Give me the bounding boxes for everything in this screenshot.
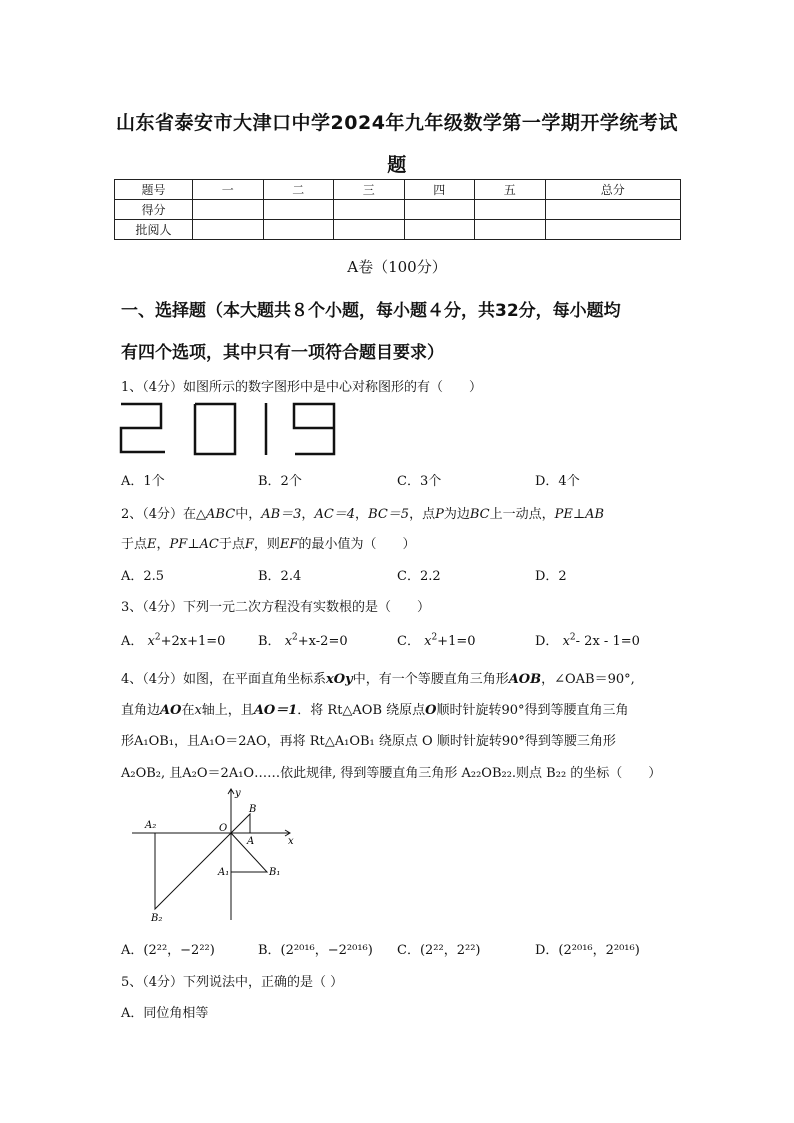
label-y: y: [235, 788, 241, 799]
q3-option-label: D．: [535, 634, 559, 649]
q2-text: 为边: [443, 507, 470, 522]
q4-text: ．将 Rt△AOB 绕原点: [297, 703, 426, 718]
q2-ac: AC＝4: [314, 507, 356, 522]
q4-x: x: [194, 703, 202, 718]
q2-ab: AB＝3: [261, 507, 302, 522]
q2-bc: BC＝5: [368, 507, 410, 522]
score-header-cell: 五: [475, 180, 546, 200]
q4-ao: AO: [160, 703, 182, 718]
q3-exp: 2: [431, 632, 438, 643]
q1-option-c[interactable]: C．3个: [397, 474, 442, 489]
q4-text: 顺时针旋转90°得到等腰直角三角: [436, 703, 629, 718]
digit-0: [195, 404, 235, 454]
q3-option-b[interactable]: [258, 630, 348, 649]
q3-var: x: [284, 634, 293, 649]
label-a: A: [247, 836, 255, 847]
reviewer-cell[interactable]: [263, 220, 334, 240]
q4-text: 在: [181, 703, 195, 718]
question-1-stem: 1、（4分）如图所示的数字图形中是中心对称图形的有（ ）: [121, 380, 483, 395]
label-o: O: [219, 823, 228, 834]
q4-option-d[interactable]: D．(2²⁰¹⁶，2²⁰¹⁶): [535, 943, 640, 958]
score-header-cell: 题号: [115, 180, 193, 200]
section-heading-line1: 一、选择题（本大题共８个小题，每小题４分，共32分，每小题均: [121, 301, 621, 321]
reviewer-cell[interactable]: [545, 220, 681, 240]
q2-segment-bc: BC: [469, 507, 490, 522]
score-cell[interactable]: [334, 200, 405, 220]
label-a1: A₁: [218, 867, 230, 878]
q3-exp: 2: [292, 632, 298, 643]
q4-ao-eq: AO＝1: [253, 703, 298, 718]
q2-text: 2、（4分）在: [121, 507, 197, 522]
q2-point-f: F: [244, 537, 254, 552]
q3-equation: +2x+1=0: [160, 634, 226, 649]
q3-exp: 2: [569, 632, 576, 643]
score-header-cell: 总分: [545, 180, 681, 200]
question-2-line2: [121, 533, 415, 552]
q3-var: x: [424, 634, 432, 649]
question-5-stem: 5、（4分）下列说法中，正确的是（ ）: [121, 975, 344, 990]
q2-option-d[interactable]: D．2: [535, 569, 567, 584]
q2-sep: ，: [355, 507, 369, 522]
q2-text: 中，: [235, 507, 262, 522]
q2-text: 上一动点，: [489, 507, 555, 522]
q2-text: 于点: [121, 537, 148, 552]
question-4-line1: [121, 668, 635, 687]
q4-aob: AOB: [508, 672, 542, 687]
reviewer-row: [115, 220, 681, 240]
q3-equation: +x-2=0: [297, 634, 348, 649]
q2-text: ，则: [253, 537, 280, 552]
q3-option-a[interactable]: [121, 630, 225, 649]
q3-option-d[interactable]: [535, 630, 640, 649]
score-row: [115, 200, 681, 220]
q4-o: O: [425, 703, 437, 718]
q3-option-c[interactable]: [397, 630, 476, 649]
question-2-line1: [121, 503, 604, 522]
digit-2: [121, 404, 165, 452]
q2-pe: PE⊥AB: [554, 507, 605, 522]
digits-2019-figure: [118, 400, 343, 460]
q4-xoy: xOy: [326, 672, 353, 687]
q2-text: ，点: [409, 507, 436, 522]
score-header-cell: 三: [334, 180, 405, 200]
q3-equation: +1=0: [437, 634, 476, 649]
score-cell[interactable]: [193, 200, 264, 220]
score-header-cell: 二: [263, 180, 334, 200]
q4-option-a[interactable]: A．(2²²，−2²²): [121, 943, 215, 958]
label-b1: B₁: [269, 867, 281, 878]
q1-option-a[interactable]: A．1个: [121, 474, 165, 489]
q2-ef: EF: [279, 537, 299, 552]
score-header-cell: 四: [404, 180, 475, 200]
q3-option-label: C．: [397, 634, 420, 649]
q4-option-b[interactable]: B．(2²⁰¹⁶，−2²⁰¹⁶): [258, 943, 373, 958]
q2-point-e: E: [147, 537, 157, 552]
triangle-aob: [231, 814, 250, 833]
q1-option-b[interactable]: B．2个: [258, 474, 302, 489]
reviewer-cell[interactable]: [193, 220, 264, 240]
score-cell[interactable]: [404, 200, 475, 220]
q4-text: ，∠OAB＝90°,: [541, 672, 635, 687]
q2-sep: ，: [156, 537, 170, 552]
reviewer-cell[interactable]: [404, 220, 475, 240]
q4-text: 直角边: [121, 703, 161, 718]
q2-text: 于点: [218, 537, 245, 552]
q3-var: x: [562, 634, 570, 649]
score-cell[interactable]: [263, 200, 334, 220]
q2-point-p: P: [435, 507, 444, 522]
question-4-line2: [121, 699, 629, 718]
volume-heading: A卷（100分）: [347, 258, 447, 276]
q2-triangle: △ABC: [196, 507, 236, 522]
score-table-header-row: [115, 180, 681, 200]
q3-option-label: A．: [121, 634, 144, 649]
score-cell[interactable]: [475, 200, 546, 220]
exam-title-line1: 山东省泰安市大津口中学2024年九年级数学第一学期开学统考试: [116, 112, 678, 134]
label-b: B: [249, 804, 257, 815]
q4-option-c[interactable]: C．(2²²，2²²): [397, 943, 481, 958]
q4-coordinate-figure: [132, 786, 302, 926]
label-b2: B₂: [151, 913, 163, 924]
reviewer-row-label: 批阅人: [115, 220, 193, 240]
q3-var: x: [147, 634, 155, 649]
score-table: [114, 179, 681, 240]
reviewer-cell[interactable]: [334, 220, 405, 240]
q3-exp: 2: [154, 632, 161, 643]
q2-sep: ，: [301, 507, 315, 522]
question-3-stem: 3、（4分）下列一元二次方程没有实数根的是（ ）: [121, 600, 431, 615]
label-x: x: [288, 836, 294, 847]
score-cell[interactable]: [545, 200, 681, 220]
q2-text: 的最小值为（ ）: [298, 537, 416, 552]
q3-option-label: B．: [258, 634, 281, 649]
q2-option-c[interactable]: C．2.2: [397, 569, 441, 584]
label-a2: A₂: [145, 820, 157, 831]
q4-text: 轴上，且: [201, 703, 254, 718]
section-heading-line2: 有四个选项，其中只有一项符合题目要求）: [121, 343, 444, 363]
q2-pf: PF⊥AC: [169, 537, 219, 552]
q5-option-a[interactable]: A．同位角相等: [121, 1006, 209, 1021]
q4-text: 中，有一个等腰直角三角形: [352, 672, 509, 687]
digit-9: [294, 404, 334, 454]
score-row-label: 得分: [115, 200, 193, 220]
reviewer-cell[interactable]: [475, 220, 546, 240]
q1-option-d[interactable]: D．4个: [535, 474, 580, 489]
q2-option-a[interactable]: A．2.5: [121, 569, 165, 584]
score-header-cell: 一: [193, 180, 264, 200]
question-4-line4: A₂OB₂, 且A₂O＝2A₁O……依此规律, 得到等腰直角三角形 A₂₂OB₂₂.则点 B₂₂ 的坐标（ ）: [121, 766, 662, 781]
question-4-line3: 形A₁OB₁，且A₁O＝2AO，再将 Rt△A₁OB₁ 绕原点 O 顺时针旋转90°得到等腰三角形: [121, 734, 616, 749]
q2-option-b[interactable]: B．2.4: [258, 569, 302, 584]
exam-title-line2: 题: [387, 154, 407, 176]
q4-text: 4、（4分）如图，在平面直角坐标系: [121, 672, 327, 687]
q3-equation: - 2x - 1=0: [575, 634, 640, 649]
